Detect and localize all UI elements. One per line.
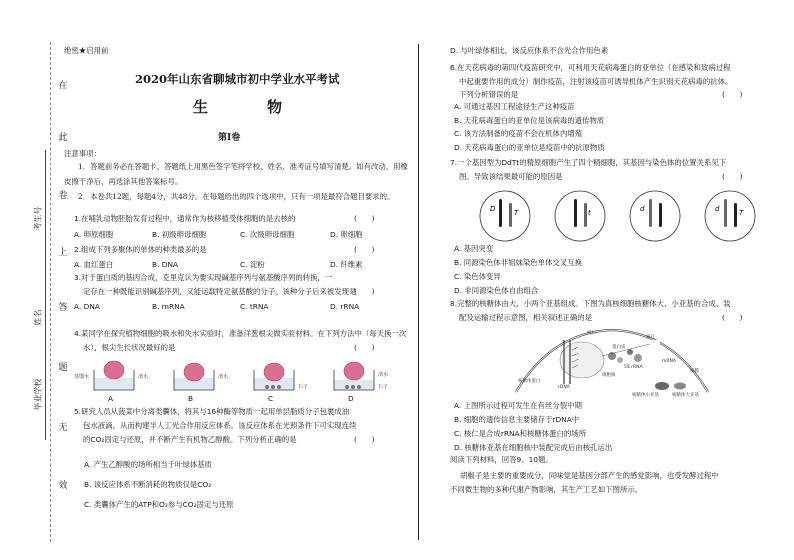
- question-option: A. 产生乙醇酸的场所相当于叶绿体基质: [84, 460, 212, 469]
- volume-title: 第Ⅰ卷: [218, 133, 241, 143]
- sperm-cells-figure: [475, 189, 765, 243]
- ribo-label-3: 核糖体蛋白: [518, 379, 541, 384]
- question-option: D. 纤维素: [330, 260, 363, 269]
- notice-line: 1．答题前务必在答题卡、答题纸上用黑色签字笔将学校、姓名、准考证号填写清楚。如有改动，用橡: [78, 162, 408, 171]
- question-option: D. 非同源染色体自由组合: [454, 286, 539, 295]
- question-option: B. 该反应体系不断消耗的物质仅是CO₂: [84, 480, 212, 489]
- question-stem-line: 4.某同学在探究植物细胞的吸水和失水实验时，准备洋葱根尖做实验材料。在下列方法中（每天换一次: [74, 329, 407, 338]
- nucleolus: [560, 342, 604, 378]
- cell3-gene: d: [640, 205, 645, 213]
- cell4-gene-left: d: [715, 205, 720, 213]
- onion-label-2: 清水: [218, 374, 229, 380]
- field-label: 毕业学校: [33, 378, 43, 411]
- field-line: [45, 150, 46, 262]
- question-stem-line: 配及运输过程示意图，相关叙述正确的是: [459, 312, 593, 322]
- question-option: D. rRNA: [330, 302, 360, 311]
- question-option: D. 核糖体亚基在细胞核中装配完成后由核孔运出: [454, 443, 613, 452]
- ribo-label-10: mRNA: [662, 359, 676, 364]
- ribo-label-2: 核孔: [646, 335, 655, 340]
- question-option: B. DNA: [152, 260, 179, 269]
- seal-char: 题: [58, 363, 68, 373]
- cell-1: [480, 191, 530, 241]
- question-stem-line: 胡椒子是主要的重要成分，同味觉是基因分部产生的感觉影响，也受发酵过程中: [460, 471, 719, 480]
- question-option: C. tRNA: [240, 302, 269, 311]
- notice-line: 皮擦干净后，再选涂其他答案标号。: [64, 177, 183, 186]
- question-option: D. 卵细胞: [330, 230, 363, 239]
- ribo-label-6: 蛋白质: [612, 345, 626, 350]
- subject-title: 生 物: [193, 98, 305, 116]
- answer-paren: ( ): [722, 90, 743, 99]
- ribo-label-5: 核膜: [690, 369, 699, 374]
- question-option: B. 天花病毒蛋白的亚单位是该病毒的遗传物质: [454, 115, 605, 125]
- onion-label-1: 清水: [138, 374, 149, 380]
- cell1-gene-left: D: [490, 205, 496, 213]
- notice-line: 2．本卷共12题，每题4分，共48分。在每题给出的四个选项中，只有一项是最符合题目要求的。: [78, 192, 395, 201]
- field-label: 考生号: [33, 206, 43, 231]
- ribo-label-4: 细胞核: [602, 373, 616, 378]
- ribo-label-1: rDNA: [558, 385, 570, 390]
- question-option: A. 卵原细胞: [74, 230, 114, 239]
- exam-title: 2020年山东省聊城市初中学业水平考试: [135, 72, 340, 86]
- question-option: C. 淀粉: [240, 260, 265, 269]
- seal-char: 在: [58, 81, 68, 91]
- question-option: C. 次级卵母细胞: [240, 230, 295, 239]
- question-stem-line: 1.在哺乳动物胚胎发育过程中，通常作为核移植受体细胞的是去核的: [74, 214, 296, 223]
- question-stem-line: 不同微生物的多种代谢产物影响，其生产工艺如下图所示。: [450, 484, 643, 494]
- question-stem-line: 7.一个基因型为DdTt的精原细胞产生了四个精细胞，其基因与染色体的位置关系见下: [450, 158, 727, 167]
- cell4-gene-right: T: [739, 209, 744, 217]
- cell1-gene-right: T: [514, 209, 519, 217]
- question-stem-line: 3.对于蛋白质的基因合成，克里克认为要实现碱基序列与氨基酸序列的转换，一: [74, 273, 333, 282]
- cell-3: [630, 191, 680, 241]
- question-option: C: [268, 394, 274, 403]
- question-stem-line: D. 与叶绿体相比，该反应体系不含光合作用色素: [450, 46, 609, 55]
- onion-label-4: 石子: [298, 384, 309, 390]
- notice-heading: 注意事项：: [64, 149, 101, 158]
- question-option: A. 可通过基因工程途径生产这种疫苗: [454, 102, 575, 111]
- answer-paren: ( ): [354, 287, 375, 296]
- question-option: A. DNA: [74, 302, 100, 311]
- question-option: B. mRNA: [152, 302, 185, 311]
- ribo-label-7: 5S rRNA: [624, 365, 643, 370]
- question-stem-line: 的CO₂固定与还原，并不断产生有机物乙醇酸。下列分析正确的是: [83, 435, 297, 444]
- beaker-a: [94, 361, 134, 390]
- field-line: [45, 330, 46, 440]
- answer-paren: ( ): [722, 312, 743, 322]
- question-option: C. 该方法制备的疫苗不会在机体内增殖: [454, 129, 583, 138]
- question-stem-line: 中起重要作用的成分）制作疫苗，注射该疫苗可诱导机体产生识别天花病毒的抗体。: [459, 76, 733, 86]
- question-option: C. 类囊体产生的ATP和O₂参与CO₂固定与还原: [84, 500, 234, 509]
- question-stem-line: 下列分析错误的是: [459, 90, 519, 99]
- seal-char: 此: [58, 133, 68, 143]
- seal-char: 效: [58, 481, 68, 491]
- onion-label-5: 石子: [378, 384, 389, 390]
- answer-paren: ( ): [354, 245, 375, 254]
- answer-paren: ( ): [722, 171, 743, 181]
- secret-label: 绝密★启用前: [64, 46, 109, 55]
- question-stem-line: 水），根尖生长状况最好的是: [83, 343, 176, 352]
- question-stem-line: 6.在天花病毒的第四代疫苗研究中，可利用天花病毒蛋白的亚单位（在感染和致病过程: [450, 63, 731, 72]
- seal-char: 无: [58, 423, 68, 433]
- cell2-gene: t: [588, 209, 591, 217]
- seal-char: 答: [58, 303, 68, 313]
- question-option: A. 上图所示过程可发生在有丝分裂中期: [454, 401, 582, 410]
- question-option: A: [108, 394, 114, 403]
- column-divider: [418, 44, 419, 540]
- cell-4: [705, 191, 755, 241]
- cell-2: [555, 191, 605, 241]
- question-stem-line: 8.完整的核糖体由大、小两个亚基组成。下图为真核细胞核糖体大、小亚基的合成、装: [450, 299, 731, 308]
- question-option: A. 血红蛋白: [74, 260, 114, 269]
- question-option: B. 细胞的遗传信息主要储存于rDNA中: [454, 415, 580, 424]
- question-stem-line: 2.组成下列多聚体的单体的种类最多的是: [74, 245, 207, 254]
- question-option: B: [188, 394, 194, 403]
- question-stem-line: 图。导致该结果最可能的原因是: [459, 171, 563, 181]
- question-option: B. 同源染色体非姐妹染色单体交叉互换: [454, 258, 583, 267]
- ribosome-figure: [512, 322, 712, 398]
- answer-paren: ( ): [354, 214, 375, 223]
- binding-line: [50, 42, 51, 542]
- onion-label-0: 蒸馏水: [74, 374, 90, 380]
- onion-label-3: 清水: [378, 372, 389, 378]
- question-option: D. 天花病毒蛋白的亚单位是疫苗中的抗原物质: [454, 142, 605, 152]
- ribo-label-8: 核糖体小亚基: [632, 393, 659, 398]
- question-stem-line: 包水液滴，从而构建半人工光合作用反应体系。该反应体系在光照条件下可实现连续: [83, 421, 357, 430]
- beaker-b: [174, 363, 214, 390]
- seal-char: 卷: [58, 191, 68, 201]
- question-option: C. 染色体变异: [454, 272, 501, 281]
- answer-paren: ( ): [354, 343, 375, 352]
- question-option: C. 核仁是合成rRNA和核糖体蛋白的场所: [454, 429, 587, 438]
- question-stem-line: 定存在一种既能识别碱基序列，又能运载特定氨基酸的分子。该种分子后来被发现是: [83, 287, 357, 296]
- question-option: B. 初级卵母细胞: [152, 230, 207, 239]
- question-option: A. 基因突变: [454, 244, 494, 253]
- question-stem-line: 阅读下列材料，回答9、10题。: [450, 455, 553, 464]
- onion-figure: [72, 356, 392, 396]
- beaker-c: [254, 363, 294, 390]
- question-option: D: [348, 394, 354, 403]
- question-stem-line: 5.研究人员从菠菜中分离类囊体，将其与16种酶等物质一起用单层脂质分子包裹成油: [74, 407, 350, 416]
- field-label: 姓名: [33, 309, 43, 326]
- ribo-label-0: 核仁: [587, 331, 596, 336]
- nuclear-pore: [652, 340, 660, 348]
- beaker-d: [334, 362, 374, 390]
- answer-paren: ( ): [354, 435, 375, 444]
- seal-char: 上: [58, 248, 68, 258]
- ribo-label-9: 核糖体大亚基: [672, 393, 699, 398]
